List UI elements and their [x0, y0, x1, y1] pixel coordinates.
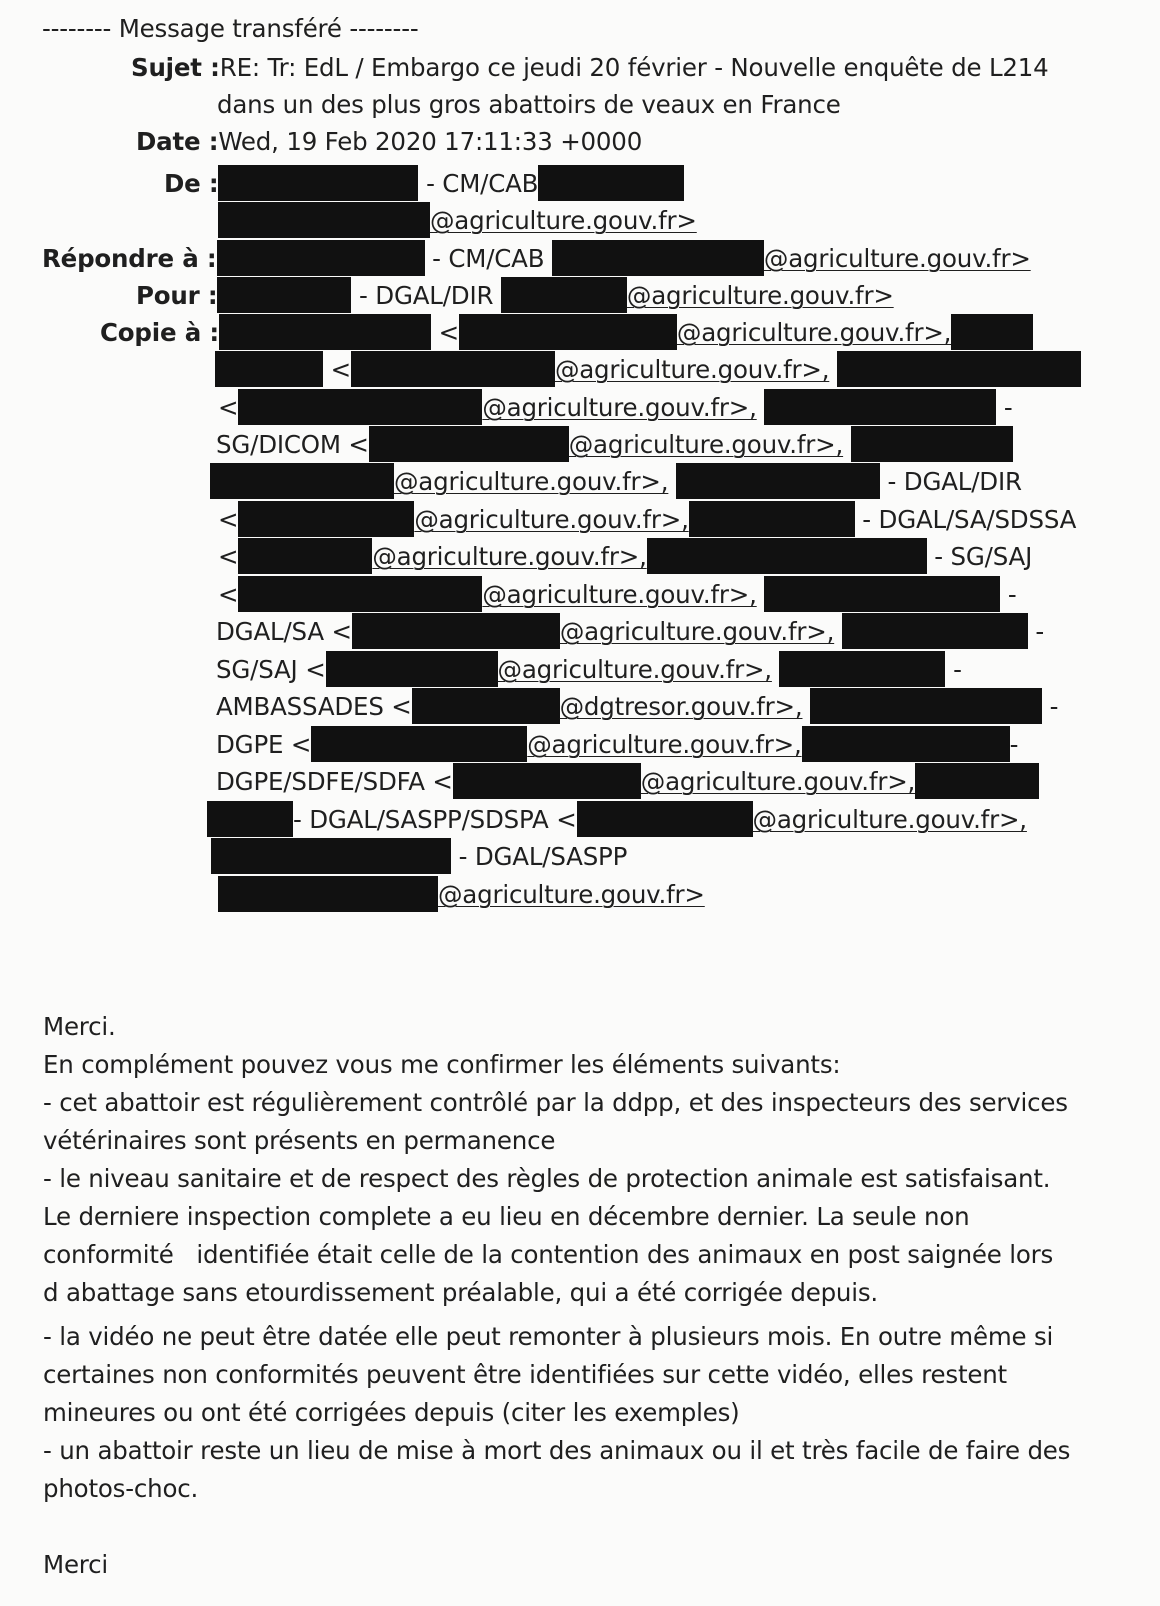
forwarded-banner: -------- Message transféré -------- — [42, 14, 419, 43]
subject-value-continued: dans un des plus gros abattoirs de veaux en France — [217, 90, 841, 119]
redaction — [802, 726, 1010, 762]
redaction — [238, 389, 482, 425]
redaction — [351, 351, 555, 387]
email-link[interactable]: @agriculture.gouv.fr>, — [482, 393, 757, 422]
redaction — [501, 277, 627, 313]
redaction — [552, 240, 764, 276]
redaction — [217, 277, 351, 313]
cc-row-14: - DGAL/SASPP/SDSPA < @agriculture.gouv.fr>, — [207, 801, 1027, 837]
cc-row-15: - DGAL/SASPP — [211, 838, 627, 874]
email-body — [43, 1008, 1143, 1584]
spacer — [43, 1508, 1143, 1546]
redaction — [779, 651, 945, 687]
redaction — [764, 389, 996, 425]
redaction — [810, 688, 1042, 724]
subject-row-continued — [217, 90, 841, 120]
redaction — [219, 314, 431, 350]
date-value: Wed, 19 Feb 2020 17:11:33 +0000 — [218, 127, 643, 156]
date-label: Date : — [136, 127, 219, 156]
body-line: vétérinaires sont présents en permanence — [43, 1126, 556, 1155]
redaction — [689, 501, 855, 537]
body-line: - la vidéo ne peut être datée elle peut remonter à plusieurs mois. En outre même si — [43, 1322, 1054, 1351]
subject-value: RE: Tr: EdL / Embargo ce jeudi 20 février - Nouvelle enquête de L214 — [219, 53, 1049, 82]
redaction — [326, 651, 498, 687]
from-row-continued — [218, 202, 697, 238]
cc-row-7: < @agriculture.gouv.fr>, - SG/SAJ — [218, 538, 1032, 574]
cc-row-16 — [218, 876, 705, 912]
redaction — [238, 576, 482, 612]
body-line: photos-choc. — [43, 1474, 199, 1503]
body-line: Merci — [43, 1550, 109, 1579]
subject-row — [131, 53, 1049, 83]
redaction — [215, 351, 323, 387]
redaction — [453, 763, 641, 799]
redaction — [851, 426, 1013, 462]
cc-row-11: AMBASSADES < @dgtresor.gouv.fr>, - — [216, 688, 1058, 724]
redaction — [311, 726, 527, 762]
email-link[interactable]: @agriculture.gouv.fr>, — [527, 730, 802, 759]
cc-row-13: DGPE/SDFE/SDFA < @agriculture.gouv.fr>, — [216, 763, 1039, 799]
cc-row-8: < @agriculture.gouv.fr>, - — [218, 576, 1017, 612]
email-link[interactable]: @agriculture.gouv.fr>, — [559, 617, 835, 646]
redaction — [676, 463, 880, 499]
redaction — [837, 351, 1081, 387]
redaction — [218, 876, 438, 912]
cc-row-3: < @agriculture.gouv.fr>, - — [218, 389, 1013, 425]
body-line: - cet abattoir est régulièrement contrôlé par la ddpp, et des inspecteurs des services — [43, 1088, 1068, 1117]
email-link[interactable]: @agriculture.gouv.fr> — [763, 244, 1031, 273]
from-label: De : — [164, 169, 219, 198]
body-line: - un abattoir reste un lieu de mise à mort des animaux ou il et très facile de faire des — [43, 1436, 1071, 1465]
cc-row-12: DGPE < @agriculture.gouv.fr>, - — [216, 726, 1018, 762]
cc-row-6: < @agriculture.gouv.fr>, - DGAL/SA/SDSSA — [218, 501, 1076, 537]
redaction — [218, 165, 418, 201]
subject-label: Sujet : — [131, 53, 220, 82]
email-link[interactable]: @agriculture.gouv.fr>, — [497, 655, 772, 684]
redaction — [915, 763, 1039, 799]
body-line: conformité identifiée était celle de la contention des animaux en post saignée lors — [43, 1240, 1054, 1269]
to-row: Pour : - DGAL/DIR @agriculture.gouv.fr> — [136, 277, 894, 313]
reply-to-row: Répondre à : - CM/CAB @agriculture.gouv.fr> — [42, 240, 1031, 276]
redaction — [218, 202, 430, 238]
to-label: Pour : — [136, 281, 218, 310]
redaction — [210, 463, 394, 499]
redaction — [459, 314, 677, 350]
cc-row-9: DGAL/SA < @agriculture.gouv.fr>, - — [216, 613, 1044, 649]
email-link[interactable]: @agriculture.gouv.fr>, — [414, 505, 689, 534]
body-line: Le derniere inspection complete a eu lieu en décembre dernier. La seule non — [43, 1202, 970, 1231]
body-line: certaines non conformités peuvent être identifiées sur cette vidéo, elles restent — [43, 1360, 1007, 1389]
redaction — [538, 165, 684, 201]
email-link[interactable]: @dgtresor.gouv.fr>, — [559, 692, 803, 721]
redaction — [238, 538, 372, 574]
body-line: Merci. — [43, 1012, 116, 1041]
email-link[interactable]: @agriculture.gouv.fr>, — [372, 542, 647, 571]
redaction — [577, 801, 753, 837]
body-line: En complément pouvez vous me confirmer les éléments suivants: — [43, 1050, 841, 1079]
email-link[interactable]: @agriculture.gouv.fr>, — [568, 430, 844, 459]
email-link[interactable]: @agriculture.gouv.fr> — [430, 206, 697, 235]
redaction — [842, 613, 1028, 649]
redaction — [951, 314, 1033, 350]
email-link[interactable]: @agriculture.gouv.fr>, — [640, 767, 916, 796]
email-link[interactable]: @agriculture.gouv.fr>, — [394, 467, 669, 496]
cc-label: Copie à : — [100, 318, 219, 347]
cc-row-10: SG/SAJ < @agriculture.gouv.fr>, - — [216, 651, 962, 687]
redaction — [238, 501, 414, 537]
redaction — [764, 576, 1000, 612]
body-line: d abattage sans etourdissement préalable, qui a été corrigée depuis. — [43, 1278, 879, 1307]
from-row: De : - CM/CAB — [164, 165, 684, 201]
email-link[interactable]: @agriculture.gouv.fr>, — [482, 580, 757, 609]
email-link[interactable]: @agriculture.gouv.fr>, — [752, 805, 1027, 834]
redaction — [369, 426, 569, 462]
body-line: - le niveau sanitaire et de respect des règles de protection animale est satisfaisant. — [43, 1164, 1051, 1193]
date-row — [136, 127, 642, 157]
redaction — [352, 613, 560, 649]
email-link[interactable]: @agriculture.gouv.fr> — [438, 880, 705, 909]
redaction — [211, 838, 451, 874]
email-link[interactable]: @agriculture.gouv.fr> — [626, 281, 894, 310]
cc-row-2: < @agriculture.gouv.fr>, — [215, 351, 1081, 387]
email-link[interactable]: @agriculture.gouv.fr>, — [676, 318, 952, 347]
cc-row-4: SG/DICOM < @agriculture.gouv.fr>, — [216, 426, 1013, 462]
reply-to-label: Répondre à : — [42, 244, 217, 273]
redaction — [412, 688, 560, 724]
body-line: mineures ou ont été corrigées depuis (citer les exemples) — [43, 1398, 740, 1427]
redaction — [207, 801, 293, 837]
cc-row: Copie à : < @agriculture.gouv.fr>, — [100, 314, 1033, 350]
redaction — [647, 538, 927, 574]
email-link[interactable]: @agriculture.gouv.fr>, — [554, 355, 830, 384]
redaction — [217, 240, 425, 276]
cc-row-5: @agriculture.gouv.fr>, - DGAL/DIR — [210, 463, 1022, 499]
